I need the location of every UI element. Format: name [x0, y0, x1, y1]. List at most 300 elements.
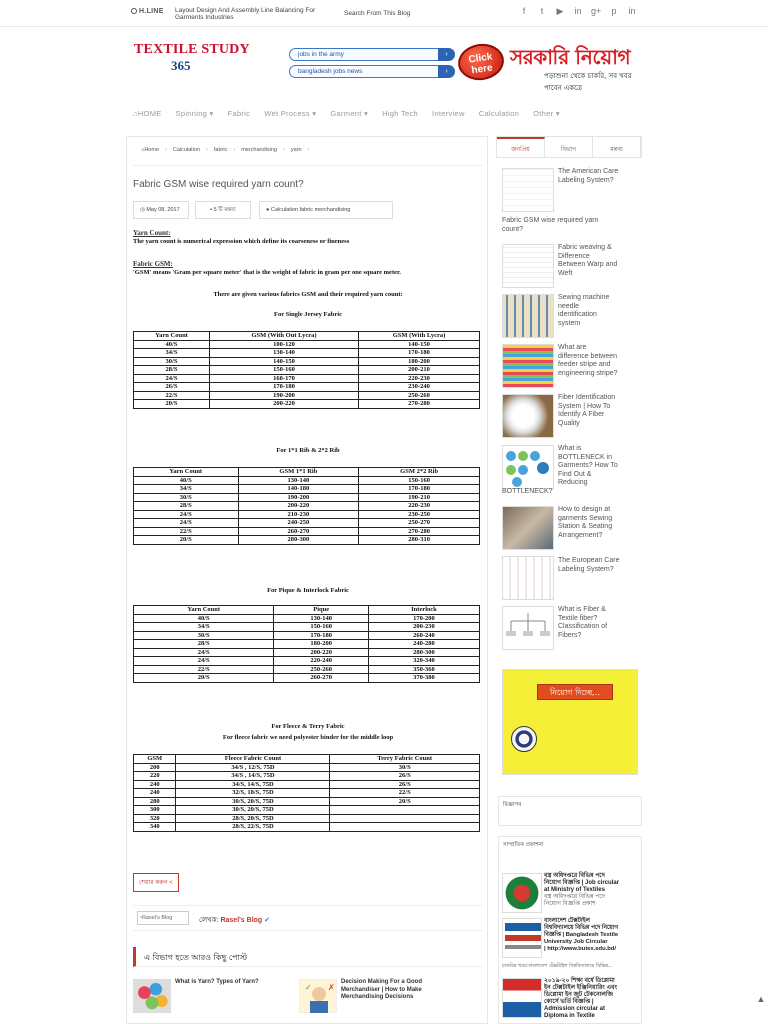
rib-cell: 140-180 [238, 485, 359, 494]
popular-2-l2: count? [502, 225, 524, 233]
fleece-note: For fleece fabric we need polyester binder for the middle loop [222, 734, 394, 741]
crumb-sep: › [165, 147, 167, 153]
rib-cell: 150-160 [359, 476, 480, 485]
recent-2-l4: University Job Circular [544, 939, 608, 945]
nav-other[interactable]: Other ▾ [533, 109, 560, 118]
share-label: শেয়ার করুন [139, 880, 168, 886]
pique-header-row [134, 606, 480, 615]
fleece-cell: 320 [134, 814, 176, 823]
popular-10-l2: Textile fiber? [558, 614, 598, 622]
popular-item-4[interactable] [558, 294, 609, 328]
single_jersey-cell: 230-240 [359, 383, 480, 392]
nav-home[interactable]: ⌂HOME [133, 109, 162, 118]
popular-3-l4: Weft [558, 269, 573, 277]
pique-table [133, 605, 480, 683]
pique-cell: 30/S [134, 631, 274, 640]
svg-text:✓: ✓ [305, 983, 312, 992]
pique-cell: 34/S [134, 623, 274, 632]
fleece-header-cell: Terry Fabric Count [330, 755, 480, 764]
rib-cell: 28/S [134, 502, 239, 511]
post-comments-label: 5 টি মন্তব্য [213, 207, 236, 213]
pique-row [134, 665, 480, 674]
single_jersey-cell: 24/S [134, 374, 210, 383]
pique-cell: 200-220 [274, 648, 369, 657]
single_jersey-row [134, 383, 480, 392]
pique-cell: 130-140 [274, 614, 369, 623]
pique-cell: 24/S [134, 657, 274, 666]
fleece-cell: 28/S, 20/S, 75D [176, 814, 330, 823]
top-search-link[interactable]: Search From This Blog [344, 10, 411, 17]
single_jersey-cell: 180-200 [359, 357, 480, 366]
recent-item-3[interactable] [544, 978, 617, 1020]
share-icon: < [169, 880, 173, 886]
recent-2-excerpt: চাকরির খবর:বাংলাদেশ টেক্সটাইল বিশ্ববিদ্যালয়ে বিভিন্ন... [502, 963, 613, 969]
site-logo-number[interactable]: 365 [171, 58, 191, 73]
single-jersey-title: For Single Jersey Fabric [274, 311, 342, 318]
popular-item-8[interactable] [558, 506, 612, 540]
author-name[interactable]: Rasel's Blog [220, 917, 263, 924]
pique-row [134, 648, 480, 657]
pique-cell: 250-260 [274, 665, 369, 674]
single_jersey-cell: 26/S [134, 383, 210, 392]
popular-thumb-stripe[interactable] [502, 344, 554, 388]
rib-cell: 280-300 [238, 536, 359, 545]
popular-3-l1: Fabric weaving & [558, 244, 612, 251]
nav-spinning[interactable]: Spinning ▾ [175, 109, 214, 118]
scroll-up-icon[interactable]: ▲ [756, 994, 766, 1004]
rib-header-cell: GSM 1*1 Rib [238, 468, 359, 477]
nav-calculation[interactable]: Calculation [478, 109, 520, 118]
single_jersey-row [134, 400, 480, 409]
tab-popular[interactable]: জনপ্রিয় [497, 137, 545, 157]
fleece-row [134, 789, 480, 798]
twitter-icon[interactable]: t [540, 6, 544, 16]
popular-item-10[interactable] [558, 606, 607, 640]
single_jersey-cell: 270-280 [359, 400, 480, 409]
pique-header-cell: Pique [274, 606, 369, 615]
single_jersey-cell: 34/S [134, 349, 210, 358]
popular-5-l4: engineering stripe? [558, 369, 618, 377]
rib-cell: 20/S [134, 536, 239, 545]
post-title: Fabric GSM wise required yarn count? [133, 179, 304, 190]
job-ad-banner[interactable] [502, 669, 638, 775]
youtube-icon[interactable]: ▶ [556, 6, 564, 16]
breadcrumb [141, 147, 309, 153]
popular-item-7[interactable] [558, 445, 618, 488]
top-featured-link[interactable] [175, 7, 315, 21]
fleece-cell [330, 823, 480, 832]
popular-thumb-weaving[interactable] [502, 244, 554, 288]
pique-row [134, 657, 480, 666]
single_jersey-cell: 20/S [134, 400, 210, 409]
post-container [126, 136, 488, 1024]
ad-search-input-1[interactable]: jobs in the army [289, 48, 454, 61]
author-avatar-alt: Rasel's Blog [141, 915, 173, 921]
fleece-cell [330, 814, 480, 823]
single_jersey-cell: 30/S [134, 357, 210, 366]
pique-cell: 180-200 [274, 640, 369, 649]
popular-6-l3: Identify A Fiber [558, 411, 605, 418]
nav-wet-process[interactable]: Wet Process ▾ [264, 109, 317, 118]
linkedin-icon[interactable]: in [628, 6, 636, 16]
pique-cell: 170-180 [274, 631, 369, 640]
nav-interview[interactable]: Interview [432, 109, 465, 118]
nav-other-label: Other [533, 109, 554, 118]
rib-cell: 210-230 [238, 510, 359, 519]
tab-categories[interactable]: বিভাগ [545, 137, 593, 157]
rib-row [134, 502, 480, 511]
popular-9-l2: Labeling System? [558, 565, 614, 573]
pique-cell: 370-380 [368, 674, 479, 683]
fleece-cell: 34/S , 14/S, 75D [176, 772, 330, 781]
recent-3-l4: কোর্সে ভর্তি বিজ্ঞপ্তি | [544, 999, 594, 1005]
pinterest-icon[interactable]: p [611, 6, 617, 16]
popular-thumb-sewing-station[interactable] [502, 506, 554, 550]
rib-cell: 270-280 [359, 527, 480, 536]
fleece-header-cell: Fleece Fabric Count [176, 755, 330, 764]
crumb-sep: › [282, 147, 285, 153]
sidebar [494, 136, 644, 1024]
popular-item-3[interactable] [558, 244, 617, 278]
pique-cell: 24/S [134, 648, 274, 657]
main-nav [126, 100, 650, 128]
click-here-button[interactable]: Click here [456, 41, 507, 83]
ad-search-input-2[interactable]: bangladesh jobs news [289, 65, 454, 78]
rib-row [134, 493, 480, 502]
fleece-cell: 22/S [330, 789, 480, 798]
rib-cell: 24/S [134, 510, 239, 519]
recent-2-l3: বিজ্ঞপ্তি | Bangladesh Textile [544, 932, 619, 938]
popular-8-l4: Arrangement? [558, 531, 603, 539]
rib-row [134, 527, 480, 536]
fleece-cell: 34/S, 14/S, 75D [176, 780, 330, 789]
crumb-sep: › [206, 147, 208, 153]
pique-cell: 40/S [134, 614, 274, 623]
popular-thumb-needle[interactable] [502, 294, 554, 338]
ad-search-button-2[interactable]: › [438, 65, 455, 78]
popular-thumb-fiber[interactable] [502, 394, 554, 438]
rib-cell: 130-140 [238, 476, 359, 485]
site-logo[interactable]: TEXTILE STUDY [134, 42, 250, 57]
popular-6-l4: Quality [558, 419, 580, 427]
recent-item-1[interactable] [544, 873, 619, 908]
fleece-cell: 26/S [330, 780, 480, 789]
pique-cell: 280-300 [368, 648, 479, 657]
single_jersey-header-cell: GSM (With Lycra) [359, 332, 480, 341]
recent-thumb-diploma[interactable] [502, 978, 542, 1018]
post-date[interactable]: ◷ May 08, 2017 [133, 201, 189, 219]
fleece-title: For Fleece & Terry Fabric [271, 723, 345, 730]
pique-cell: 22/S [134, 665, 274, 674]
googleplus-icon[interactable]: g+ [591, 6, 602, 16]
pique-row [134, 631, 480, 640]
popular-2-l1: Fabric GSM wise required yarn [502, 217, 599, 224]
single_jersey-cell: 28/S [134, 366, 210, 375]
recent-1-l4: বস্ত্র অধিদপ্তরে বিভিন্ন পদে [544, 894, 605, 900]
popular-1-l1: The American Care [558, 168, 619, 175]
top-bar [0, 0, 768, 27]
related-title-yarn[interactable]: What is Yarn? Types of Yarn? [175, 979, 259, 985]
single_jersey-header-cell: GSM (With Out Lycra) [210, 332, 359, 341]
fleece-cell: 240 [134, 789, 176, 798]
rib-cell: 190-210 [359, 493, 480, 502]
crumb-merchandising[interactable]: merchandising [241, 147, 277, 153]
author-label: লেখক: [199, 917, 219, 924]
single_jersey-row [134, 349, 480, 358]
job-banner-ad[interactable] [458, 43, 638, 92]
recent-2-l5: | http://www.butex.edu.bd/ [544, 946, 616, 952]
popular-thumb-european-care[interactable] [502, 556, 554, 600]
rib-cell: 34/S [134, 485, 239, 494]
single_jersey-cell: 170-180 [210, 383, 359, 392]
linkedin-icon[interactable]: in [574, 6, 582, 16]
single_jersey-cell: 170-180 [359, 349, 480, 358]
post-labels[interactable]: ● Calculation fabric merchandising [259, 201, 393, 219]
popular-8-l1: How to design at [558, 506, 611, 513]
single_jersey-row [134, 391, 480, 400]
popular-3-l3: Between Warp and [558, 261, 618, 268]
fleece-cell: 240 [134, 780, 176, 789]
popular-1-l2: Labeling System? [558, 176, 614, 184]
banner-title: সরকারি নিয়োগ [510, 45, 631, 69]
author-box [133, 905, 483, 931]
bottleneck-diagram-icon [503, 446, 553, 488]
verified-icon: ✔ [264, 917, 271, 924]
popular-5-l2: difference between [558, 352, 618, 360]
recent-thumb-butex[interactable] [502, 918, 542, 958]
recent-thumb-ministry[interactable] [502, 873, 542, 913]
fleece-row [134, 780, 480, 789]
pique-cell: 350-360 [368, 665, 479, 674]
popular-5-l3: feeder stripe and [558, 361, 611, 368]
recent-1-l5: নিয়োগ বিজ্ঞপ্তি প্রকাশ [544, 901, 596, 907]
brand-circle-icon [131, 8, 137, 14]
fleece-row [134, 797, 480, 806]
fleece-cell: 30/S [330, 763, 480, 772]
nav-high-tech[interactable]: High Tech [382, 109, 419, 118]
site-header [126, 28, 650, 98]
related-decision-l2: Merchandiser | How to Make [341, 986, 422, 993]
single_jersey-row [134, 357, 480, 366]
fleece-cell: 30/S, 20/S, 75D [176, 797, 330, 806]
single_jersey-cell: 220-230 [359, 374, 480, 383]
rib-header-cell: GSM 2*2 Rib [359, 468, 480, 477]
recent-item-2[interactable] [544, 918, 618, 953]
recent-2-l2: বিশ্ববিদ্যালয়ে বিভিন্ন পদে নিয়োগ [544, 925, 619, 931]
crumb-yarn[interactable]: yarn [290, 147, 302, 153]
single_jersey-cell: 160-170 [210, 374, 359, 383]
nav-garment[interactable]: Garment ▾ [330, 109, 369, 118]
fleece-cell: 20/S [330, 797, 480, 806]
fleece-cell: 32/S, 18/S, 75D [176, 789, 330, 798]
popular-7-l2: BOTTLENECK in [558, 453, 613, 461]
recent-posts-title: সাম্প্রতিক প্রকাশনা [503, 842, 544, 848]
fabric-gsm-text: 'GSM' means 'Gram per square meter' that is the weight of fabric in gram per one square meter. [133, 269, 401, 276]
top-link-line2: Garments Industries [175, 14, 234, 21]
author-avatar[interactable]: ▫Rasel's Blog [137, 911, 189, 925]
popular-5-l1: What are [558, 344, 587, 351]
popular-item-2[interactable] [502, 217, 598, 234]
nav-garment-label: Garment [330, 109, 362, 118]
fleece-cell [330, 806, 480, 815]
popular-7-l5: Reducing [558, 479, 588, 486]
govt-seal-icon [511, 726, 537, 752]
popular-8-l2: garments Sewing [558, 514, 613, 522]
rib-table [133, 467, 480, 545]
merchandiser-icon [300, 980, 338, 1014]
popular-item-9[interactable] [558, 557, 619, 574]
popular-thumb-american-care[interactable] [502, 168, 554, 212]
nav-fabric[interactable]: Fabric [227, 109, 251, 118]
fiber-tree-icon [503, 607, 553, 649]
fleece-cell: 300 [134, 806, 176, 815]
related-posts-heading: এ বিভাগ হতে আরও কিছু পোস্ট [133, 947, 483, 967]
fleece-table [133, 754, 480, 832]
recent-3-l6: Diploma in Textile [544, 1013, 595, 1019]
recent-3-l3: ডিপ্লোমা ইন জুট টেকনোলজি [544, 992, 613, 998]
top-brand[interactable] [131, 8, 164, 15]
pique-cell: 170-200 [368, 614, 479, 623]
pique-cell: 240-280 [368, 640, 479, 649]
related-decision-l3: Merchandising Decisions [341, 994, 414, 1000]
divider [133, 165, 483, 166]
related-decision-l1: Decision Making For a Good [341, 979, 423, 985]
popular-4-l1: Sewing machine [558, 294, 610, 301]
popular-9-l1: The European Care [558, 557, 620, 564]
nav-home-label: HOME [137, 109, 162, 118]
popular-10-l1: What is Fiber & [558, 606, 606, 613]
facebook-icon[interactable]: f [522, 6, 526, 16]
pique-header-cell: Yarn Count [134, 606, 274, 615]
tab-comments[interactable]: মন্তব্য [593, 137, 641, 157]
top-brand-label: H.LINE [139, 8, 164, 15]
popular-4-l3: identification [558, 311, 597, 318]
single_jersey-header-cell: Yarn Count [134, 332, 210, 341]
butex-logo-icon [503, 919, 543, 959]
single_jersey-row [134, 374, 480, 383]
rib-cell: 22/S [134, 527, 239, 536]
rib-cell: 230-250 [359, 510, 480, 519]
popular-8-l3: Station & Seating [558, 523, 613, 530]
rib-row [134, 519, 480, 528]
rib-cell: 24/S [134, 519, 239, 528]
related-title-decision[interactable] [341, 979, 422, 1002]
popular-6-l1: Fiber Identification [558, 394, 616, 401]
share-button[interactable] [133, 873, 179, 892]
popular-item-5[interactable] [558, 344, 618, 378]
crumb-sep: › [233, 147, 236, 153]
crumb-home[interactable]: ⌂Home [141, 147, 159, 153]
pique-row [134, 640, 480, 649]
yarn-count-label: Yarn Count: [133, 229, 171, 237]
rib-cell: 280-310 [359, 536, 480, 545]
fleece-cell: 340 [134, 823, 176, 832]
pique-row [134, 623, 480, 632]
single_jersey-cell: 150-160 [210, 366, 359, 375]
rib-cell: 260-270 [238, 527, 359, 536]
single_jersey-cell: 200-210 [359, 366, 480, 375]
sidebar-tabs [496, 136, 642, 158]
pique-cell: 150-160 [274, 623, 369, 632]
single-jersey-table [133, 331, 480, 409]
popular-10-l3: Classification of [558, 623, 608, 630]
rib-header-cell: Yarn Count [134, 468, 239, 477]
pique-cell: 20/S [134, 674, 274, 683]
popular-thumb-bottleneck[interactable] [502, 445, 554, 489]
nav-spinning-label: Spinning [175, 109, 208, 118]
rib-title: For 1*1 Rib & 2*2 Rib [276, 447, 340, 454]
pique-cell: 200-230 [368, 623, 479, 632]
popular-item-6[interactable] [558, 394, 615, 428]
single_jersey-cell: 190-200 [210, 391, 359, 400]
fleece-cell: 26/S [330, 772, 480, 781]
rib-cell: 240-250 [238, 519, 359, 528]
single_jersey-row [134, 340, 480, 349]
rib-row [134, 510, 480, 519]
related-thumb-yarn[interactable] [133, 979, 171, 1013]
svg-text:✗: ✗ [328, 983, 335, 992]
recent-1-l3: at Ministry of Textiles [544, 887, 605, 893]
rib-cell: 40/S [134, 476, 239, 485]
popular-7-l4: Find Out & [558, 470, 592, 478]
recent-2-l1: বাংলাদেশ টেক্সটাইল [544, 918, 590, 924]
crumb-fabric[interactable]: fabric [213, 147, 228, 153]
popular-thumb-fiber-class[interactable] [502, 606, 554, 650]
pique-header-cell: Interlock [368, 606, 479, 615]
popular-6-l2: System | How To [558, 402, 611, 410]
yarn-count-text: The yarn count is numerical expression which define its coarseness or fineness [133, 238, 350, 245]
intro-text: There are given various fabrics GSM and their required yarn count: [213, 291, 403, 298]
rib-row [134, 536, 480, 545]
post-comments[interactable]: ▪ 5 টি মন্তব্য [195, 201, 251, 219]
popular-7-l1: What is [558, 445, 582, 452]
recent-1-l1: বস্ত্র অধিদপ্তরে বিভিন্ন পদে [544, 873, 605, 879]
top-link-line1: Layout Design And Assembly Line Balancing For [175, 7, 316, 14]
pique-cell: 220-240 [274, 657, 369, 666]
job-ad-headline: নিয়োগ দিচ্ছে... [537, 684, 613, 700]
pique-cell: 320-340 [368, 657, 479, 666]
crumb-calculation[interactable]: Calculation [172, 147, 201, 153]
social-links [519, 6, 637, 17]
popular-item-1[interactable] [558, 168, 618, 185]
rib-cell: 220-230 [359, 502, 480, 511]
fleece-cell: 34/S , 12/S, 75D [176, 763, 330, 772]
fleece-header-row [134, 755, 480, 764]
fleece-row [134, 823, 480, 832]
popular-7-l3: Garments? How To [558, 462, 618, 469]
single_jersey-cell: 200-220 [210, 400, 359, 409]
rib-cell: 30/S [134, 493, 239, 502]
pique-row [134, 614, 480, 623]
pique-cell: 260-240 [368, 631, 479, 640]
pique-row [134, 674, 480, 683]
rib-cell: 250-270 [359, 519, 480, 528]
rib-row [134, 485, 480, 494]
related-thumb-decision[interactable] [299, 979, 337, 1013]
fleece-cell: 28/S, 22/S, 75D [176, 823, 330, 832]
rib-cell: 200-220 [238, 502, 359, 511]
crumb-sep: › [307, 147, 310, 153]
popular-7-l6[interactable]: BOTTLENECK? [502, 488, 553, 495]
ad-search-button-1[interactable]: › [438, 48, 455, 61]
ads-widget [498, 796, 642, 826]
rib-row [134, 476, 480, 485]
single_jersey-cell: 130-140 [210, 349, 359, 358]
pique-title: For Pique & Interlock Fabric [267, 587, 349, 594]
fleece-cell: 280 [134, 797, 176, 806]
fleece-row [134, 763, 480, 772]
single_jersey-header-row [134, 332, 480, 341]
